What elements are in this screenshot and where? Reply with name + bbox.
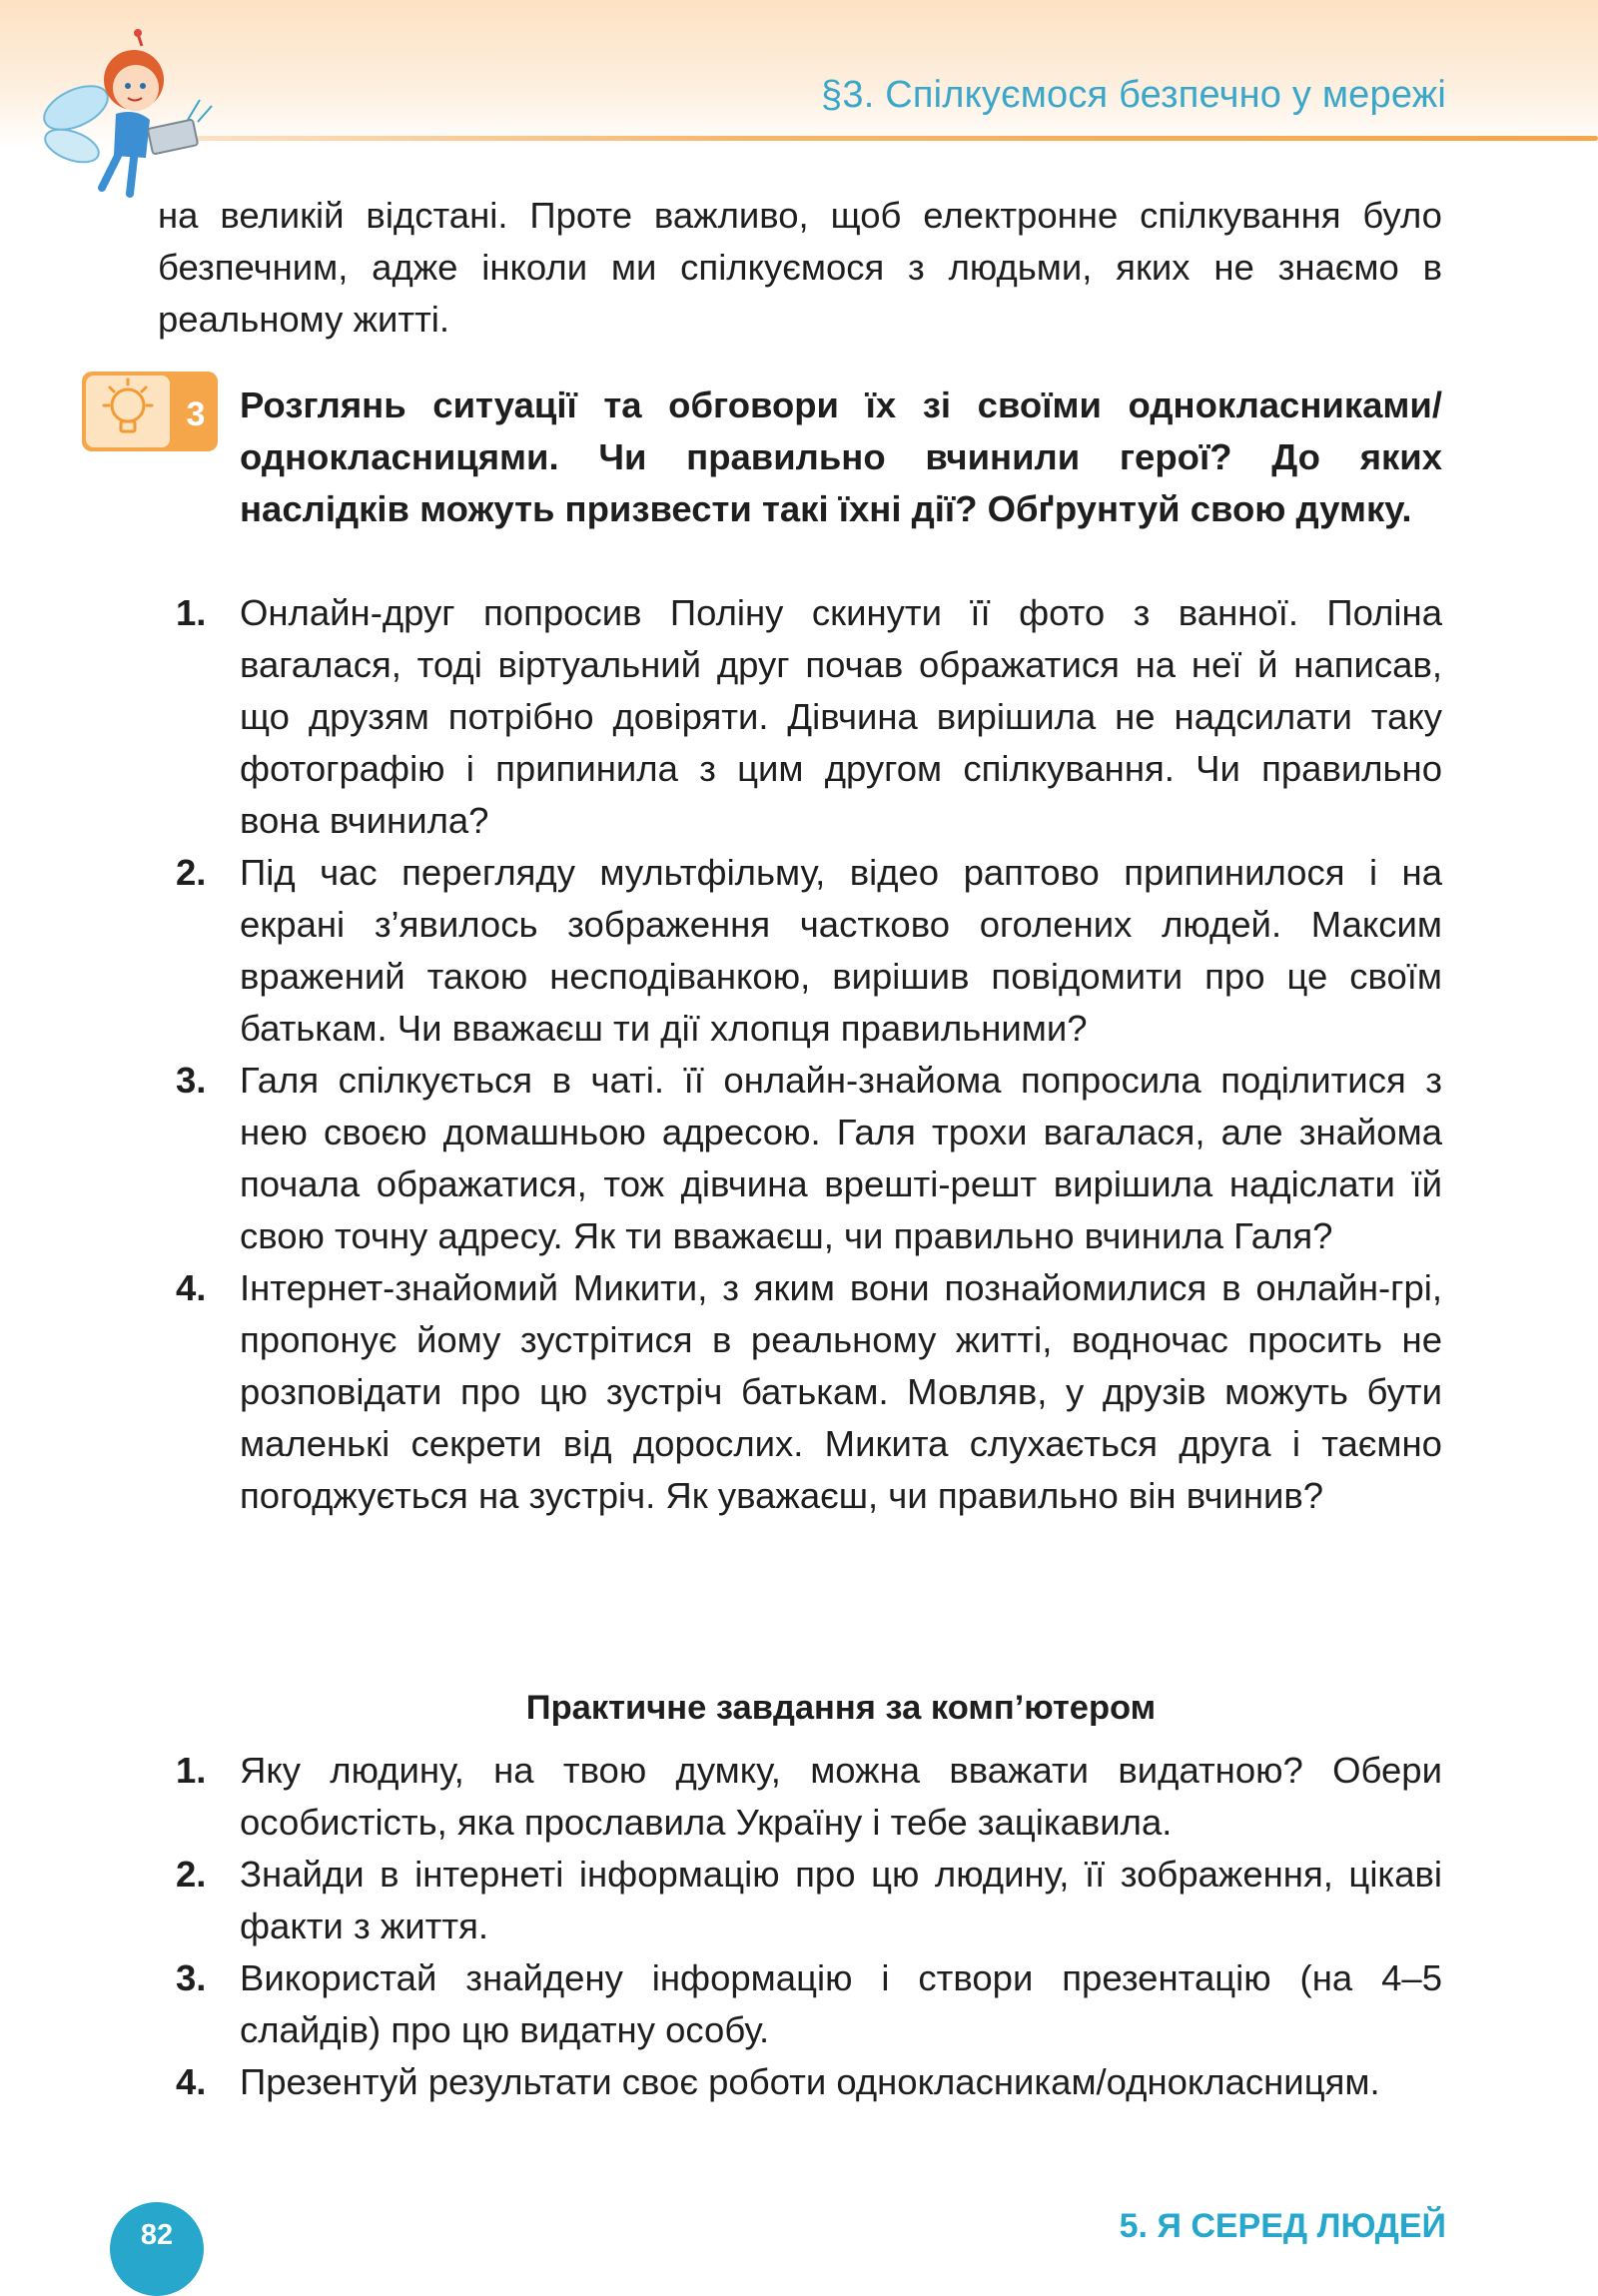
list-item	[176, 1745, 1442, 1849]
item-text: Використай знайдену інформацію і створи презентацію (на 4–5 слайдів) про цю видатну особу.	[240, 1957, 1442, 2050]
item-number: 2.	[176, 1854, 207, 1895]
list-item	[176, 1849, 1442, 1952]
chapter-title: 5. Я СЕРЕД ЛЮДЕЙ	[1119, 2207, 1446, 2245]
page-number: 82	[140, 2219, 174, 2251]
list-item	[176, 847, 1442, 1055]
list-item	[176, 1952, 1442, 2056]
item-number: 4.	[176, 2061, 207, 2102]
list-item	[176, 587, 1442, 847]
item-number: 3.	[176, 1060, 207, 1101]
section-title: §3. Спілкуємося безпечно у мережі	[821, 74, 1446, 116]
item-number: 2.	[176, 852, 207, 893]
fairy-mascot-icon	[38, 28, 228, 208]
task-instruction: Розглянь ситуації та обговори їх зі своїми однокласниками/однокласницями. Чи правильно вчинили герої? До яких наслідків можуть призвести такі їхні дії? Обґрунтуй свою думку.	[240, 384, 1442, 529]
item-text: Яку людину, на твою думку, можна вважати видатною? Обери особистість, яка прославила Україну і тебе зацікавила.	[240, 1750, 1442, 1843]
practical-list	[0, 1745, 1598, 2108]
item-text: Інтернет-знайомий Микити, з яким вони познайомилися в онлайн-грі, пропонує йому зустрітися в реальному житті, водночас просить не розповідати про цю зустріч батькам. Мовляв, у друзів можуть бути маленькі секрети від дорослих. Микита слухається друга і таємно погоджується на зустріч. Як уважаєш, чи правильно він вчинив?	[240, 1267, 1442, 1516]
list-item	[176, 2056, 1442, 2108]
item-number: 1.	[176, 1750, 207, 1791]
list-item	[176, 1055, 1442, 1262]
item-text: Презентуй результати своє роботи однокласникам/однокласницям.	[240, 2061, 1380, 2102]
list-item	[176, 1262, 1442, 1522]
intro-paragraph: на великій відстані. Проте важливо, щоб електронне спілкування було безпечним, адже інколи ми спілкуємося з людьми, яких не знаємо в реальному житті.	[158, 195, 1442, 340]
item-number: 4.	[176, 1267, 207, 1308]
item-text: Знайди в інтернеті інформацію про цю людину, її зображення, цікаві факти з життя.	[240, 1854, 1442, 1946]
header-divider	[180, 136, 1598, 141]
task-number: 3	[186, 395, 206, 433]
item-text: Галя спілкується в чаті. її онлайн-знайома попросила поділитися з нею своєю домашньою адресою. Галя трохи вагалася, але знайома почала ображатися, тож дівчина врешті-решт вирішила надіслати їй свою точну адресу. Як ти вважаєш, чи правильно вчинила Галя?	[240, 1060, 1442, 1256]
practical-task-heading: Практичне завдання за комп’ютером	[525, 1689, 1157, 1727]
item-text: Онлайн-друг попросив Поліну скинути її фото з ванної. Поліна вагалася, тоді віртуальний друг почав ображатися на неї й написав, що друзям потрібно довіряти. Дівчина вирішила не надсилати таку фотографію і припинила з цим другом спілкування. Чи правильно вона вчинила?	[240, 592, 1442, 841]
task-badge	[80, 370, 220, 453]
item-number: 1.	[176, 592, 207, 633]
situation-list	[0, 587, 1598, 1522]
item-text: Під час перегляду мультфільму, відео раптово припинилося і на екрані з’явилось зображення частково оголених людей. Максим вражений такою несподіванкою, вирішив повідомити про це своїм батькам. Чи вважаєш ти дії хлопця правильними?	[240, 852, 1442, 1049]
item-number: 3.	[176, 1957, 207, 1998]
